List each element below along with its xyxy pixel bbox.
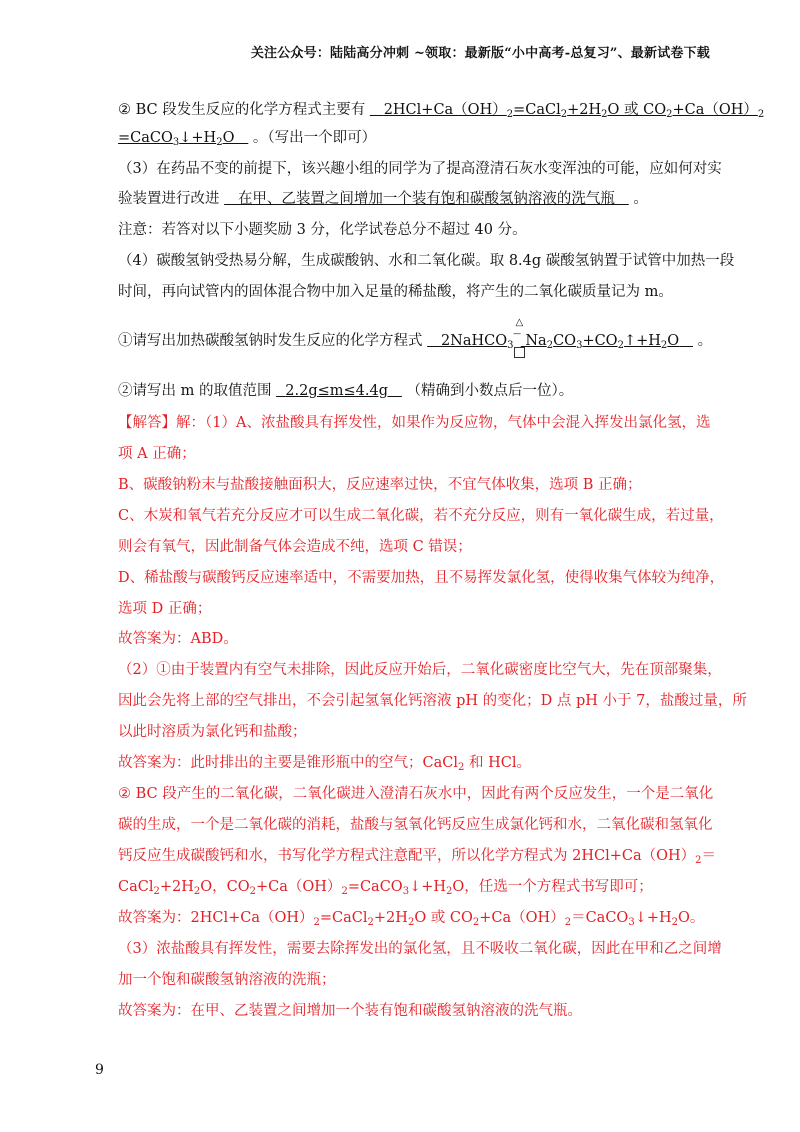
solution-l2: 项 A 正确； [118, 446, 196, 462]
q2-2-line2: $=CaCO_3↓+H_2O$ 。（写出一个即可） [118, 130, 377, 148]
q4-sub1: ①请写出加热碳酸氢钠时发生反应的化学方程式 2NaHCO$_3$ △ ‾ $Na_2CO_3+CO_2↑+H_2O$ 。 [118, 333, 712, 352]
bonus-note: 注意：若答对以下小题奖励 3 分，化学试卷总分不超过 40 分。 [118, 222, 527, 238]
q4-line2: 时间，再向试管内的固体混合物中加入足量的稀盐酸，将产生的二氧化碳质量记为 m。 [118, 284, 673, 300]
page-number: 9 [95, 1062, 104, 1078]
q2-2-line1 [118, 102, 764, 121]
q3-line1: （3）在药品不变的前提下，该兴趣小组的同学为了提高澄清石灰水变浑浊的可能，应如何对实 [118, 161, 722, 177]
solution-l5: 则会有氧气，因此制备气体会造成不纯，选项 C 错误； [118, 539, 472, 555]
solution-l13: ② BC 段产生的二氧化碳，二氧化碳进入澄清石灰水中，因此有两个反应发生，一个是二氧化 [118, 786, 714, 802]
solution-l12: 故答案为：此时排出的主要是锥形瓶中的空气；CaCl$_2$ 和 HCl。 [118, 755, 531, 773]
solution-l10: 因此会先将上部的空气排出，不会引起氢氧化钙溶液 pH 的变化；D 点 pH 小于 7，盐酸过量，所 [118, 693, 747, 709]
solution-l1: 【解答】解：（1）A、浓盐酸具有挥发性，如果作为反应物，气体中会混入挥发出氯化氢，选 [118, 415, 711, 431]
q4-sub2-answer: 2.2g≤m≤4.4g [285, 383, 389, 399]
solution-l3: B、碳酸钠粉末与盐酸接触面积大，反应速率过快，不宜气体收集，选项 B 正确； [118, 477, 642, 493]
q2-2-prefix: ② BC 段发生反应的化学方程式主要有 [118, 102, 370, 118]
heat-condition: △ ‾ [514, 333, 521, 350]
solution-l18: （3）浓盐酸具有挥发性，需要去除挥发出的氯化氢，且不吸收二氧化碳，因此在甲和乙之间增 [118, 941, 722, 957]
q3-line2: 验装置进行改进 在甲、乙装置之间增加一个装有饱和碳酸氢钠溶液的洗气瓶 。 [118, 191, 648, 207]
solution-l6: D、稀盐酸与碳酸钙反应速率适中，不需要加热，且不易挥发氯化氢，使得收集气体较为纯净， [118, 570, 725, 586]
q3-answer: 在甲、乙装置之间增加一个装有饱和碳酸氢钠溶液的洗气瓶 [237, 191, 615, 207]
solution-l17: 故答案为：$2HCl+Ca(OH)_2=CaCl_2+2H_2O$ 或 $CO_2+Ca(OH)_2=CaCO_3↓+H_2O$。 [118, 910, 705, 928]
q2-2-answer-line1: $2HCl+Ca(OH)_2=CaCl_2+2H_2O$ 或 $CO_2+Ca(OH)_2$ [383, 102, 765, 120]
solution-l16: $CaCl_2+2H_2O$，$CO_2+Ca(OH)_2=CaCO_3↓+H_2O$，任选一个方程式书写即可； [118, 879, 653, 897]
solution-l15: 钙反应生成碳酸钙和水，书写化学方程式注意配平，所以化学方程式为 $2HCl+Ca(OH)_2=$ [118, 848, 717, 866]
solution-l19: 加一个饱和碳酸氢钠溶液的洗瓶； [118, 972, 336, 988]
solution-l7: 选项 D 正确； [118, 601, 212, 617]
solution-l8: 故答案为：ABD。 [118, 631, 238, 647]
delta-icon: △ [515, 317, 524, 328]
solution-l14: 碳的生成，一个是二氧化碳的消耗，盐酸与氢氧化钙反应生成氯化钙和水，二氧化碳和氢氧化 [118, 817, 713, 833]
solution-l9: （2）①由于装置内有空气未排除，因此反应开始后，二氧化碳密度比空气大，先在顶部聚集， [118, 662, 722, 678]
q4-sub2: ②请写出 m 的取值范围 2.2g≤m≤4.4g （精确到小数点后一位）。 [118, 383, 574, 399]
solution-l11: 以此时溶质为氯化钙和盐酸； [118, 724, 307, 740]
page-header: 关注公众号：陆陆高分冲刺 ~领取：最新版“小中高考-总复习”、最新试卷下载 [250, 46, 710, 61]
solution-tag: 【解答】 [118, 415, 176, 431]
q4-sub1-answer: 2NaHCO$_3$ △ ‾ $Na_2CO_3+CO_2↑+H_2O$ [427, 333, 693, 349]
q2-2-answer-line2: $=CaCO_3↓+H_2O$ [118, 130, 235, 148]
solution-l4: C、木炭和氧气若充分反应才可以生成二氧化碳，若不充分反应，则有一氧化碳生成，若过量， [118, 508, 724, 524]
solution-l20: 故答案为：在甲、乙装置之间增加一个装有饱和碳酸氢钠溶液的洗气瓶。 [118, 1003, 582, 1019]
placeholder-box-icon [514, 347, 525, 358]
q4-line1: （4）碳酸氢钠受热易分解，生成碳酸钠、水和二氧化碳。取 8.4g 碳酸氢钠置于试管中加热一段 [118, 253, 735, 269]
